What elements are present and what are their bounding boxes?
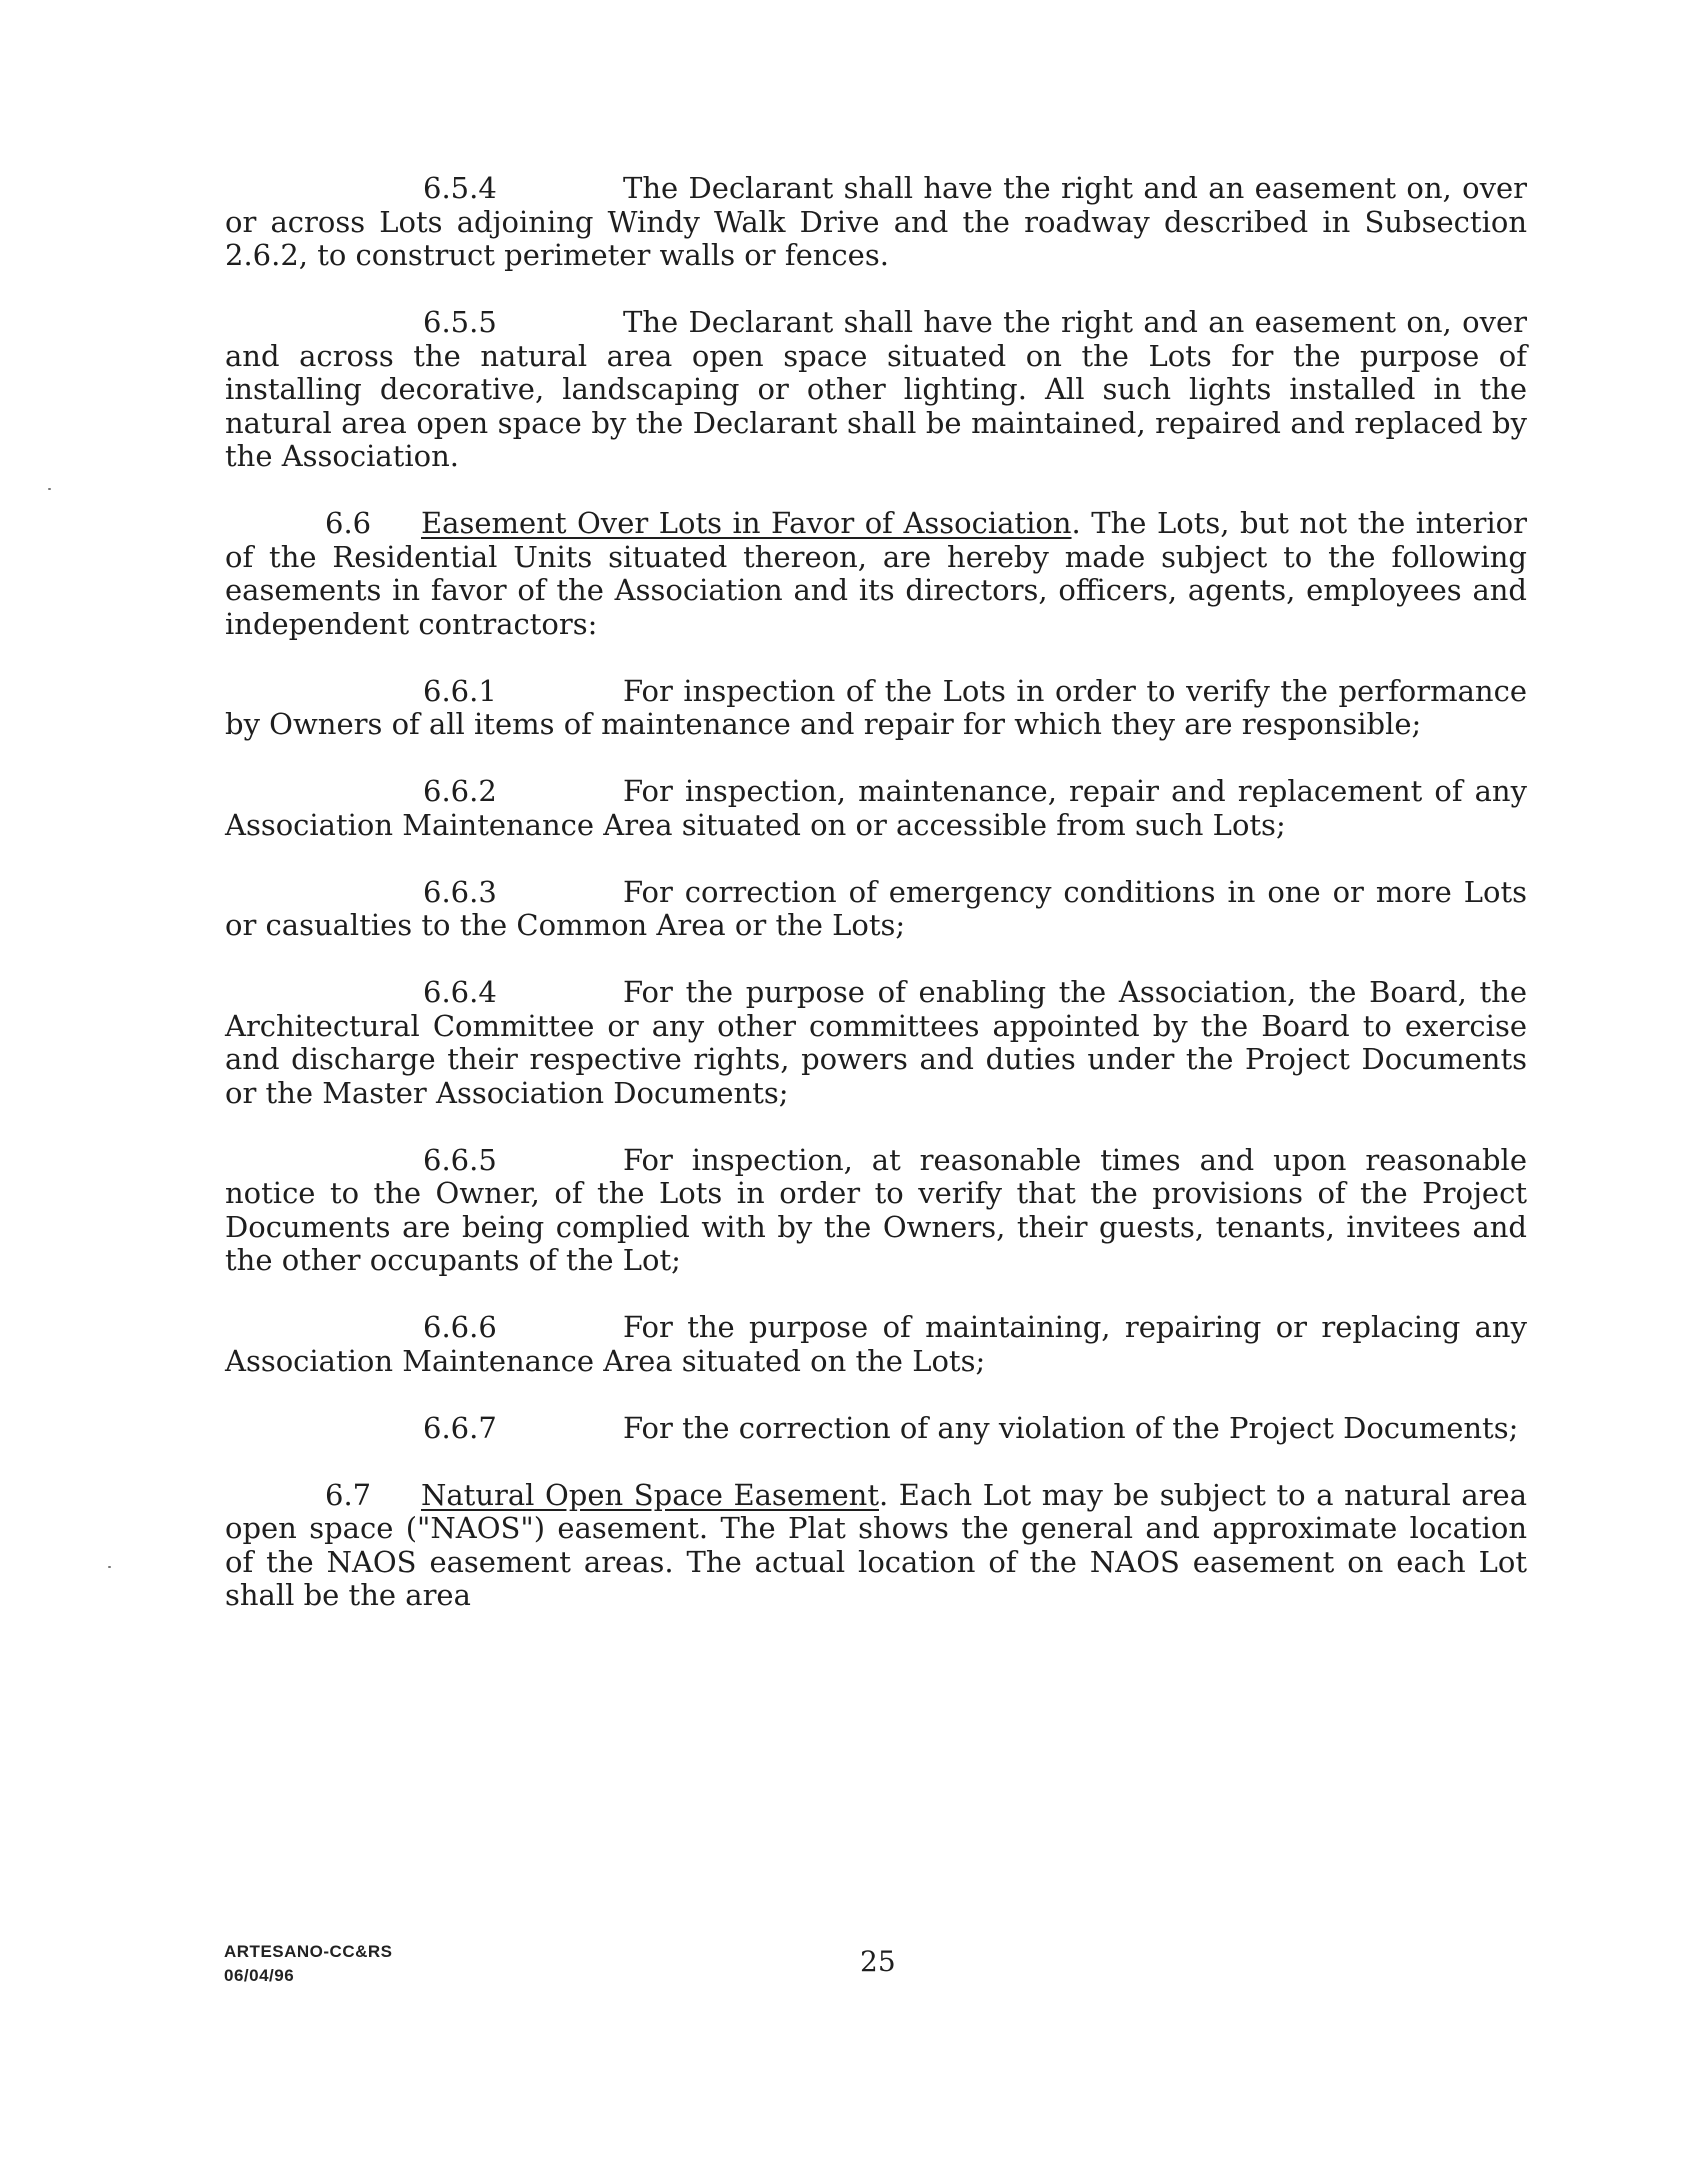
- section-number: 6.6.2: [423, 774, 497, 808]
- paragraph-text: For inspection, at reasonable times and upon reasonable notice to the Owner, of the Lots in order to verify that the provisions of the Project Documents are being complied with by the Owners, their guests, tenants, invitees and the other occupants of the Lot;: [225, 1142, 1527, 1277]
- scan-speck: [48, 488, 51, 490]
- paragraph-6-6-1: [225, 675, 1527, 742]
- paragraph-6-6-5: [225, 1144, 1527, 1278]
- paragraph-text: For the purpose of maintaining, repairing or replacing any Association Maintenance Area situated on the Lots;: [225, 1310, 1527, 1378]
- paragraph-text: For inspection of the Lots in order to verify the performance by Owners of all items of maintenance and repair for which they are responsible;: [225, 673, 1527, 741]
- paragraph-6-6-3: [225, 876, 1527, 943]
- paragraph-6-6-2: [225, 775, 1527, 842]
- section-heading: Easement Over Lots in Favor of Association: [421, 506, 1072, 540]
- section-number: 6.7: [325, 1477, 372, 1512]
- scan-speck: [108, 1566, 111, 1568]
- paragraph-text: . Each Lot may be subject to a natural area open space ("NAOS") easement. The Plat shows the general and approximate location of the NAOS easement areas. The actual location of the NAOS easement on each Lot shall be the area: [225, 1477, 1527, 1612]
- paragraph-6-6-7: [225, 1412, 1527, 1446]
- section-number: 6.6.5: [423, 1142, 497, 1177]
- section-number: 6.6: [325, 506, 372, 540]
- footer-doc-name: ARTESANO-CC&RS: [224, 1942, 393, 1961]
- section-number: 6.6.4: [423, 975, 497, 1009]
- section-number: 6.5.5: [423, 305, 497, 339]
- section-number: 6.6.3: [423, 874, 497, 909]
- paragraph-text: For the correction of any violation of the Project Documents;: [623, 1410, 1519, 1445]
- paragraph-6-6-6: [225, 1311, 1527, 1378]
- footer-document-id: [224, 1940, 393, 1988]
- document-body: [225, 172, 1527, 1613]
- section-number: 6.6.7: [423, 1410, 497, 1445]
- paragraph-text: For correction of emergency conditions in one or more Lots or casualties to the Common Area or the Lots;: [225, 874, 1527, 942]
- paragraph-6-7: [225, 1479, 1527, 1613]
- footer-date: 06/04/96: [224, 1966, 295, 1985]
- section-number: 6.6.6: [423, 1310, 497, 1344]
- page-number: 25: [860, 1945, 896, 1978]
- section-number: 6.6.1: [423, 673, 497, 708]
- paragraph-6-6: [225, 507, 1527, 641]
- paragraph-text: For the purpose of enabling the Association, the Board, the Architectural Committee or any other committees appointed by the Board to exercise and discharge their respective rights, powers and duties under the Project Documents or the Master Association Documents;: [225, 975, 1527, 1110]
- section-heading: Natural Open Space Easement: [421, 1477, 879, 1512]
- paragraph-text: The Declarant shall have the right and an easement on, over or across Lots adjoining Windy Walk Drive and the roadway described in Subsection 2.6.2, to construct perimeter walls or fences.: [225, 171, 1527, 272]
- paragraph-6-5-4: [225, 172, 1527, 273]
- section-number: 6.5.4: [423, 171, 497, 205]
- paragraph-6-5-5: [225, 306, 1527, 474]
- paragraph-6-6-4: [225, 976, 1527, 1110]
- paragraph-text: The Declarant shall have the right and an easement on, over and across the natural area open space situated on the Lots for the purpose of installing decorative, landscaping or other lighting. All such lights installed in the natural area open space by the Declarant shall be maintained, repaired and replaced by the Association.: [225, 305, 1527, 473]
- paragraph-text: . The Lots, but not the interior of the Residential Units situated thereon, are hereby made subject to the following easements in favor of the Association and its directors, officers, agents, employees and independent contractors:: [225, 506, 1528, 641]
- paragraph-text: For inspection, maintenance, repair and replacement of any Association Maintenance Area situated on or accessible from such Lots;: [225, 774, 1527, 842]
